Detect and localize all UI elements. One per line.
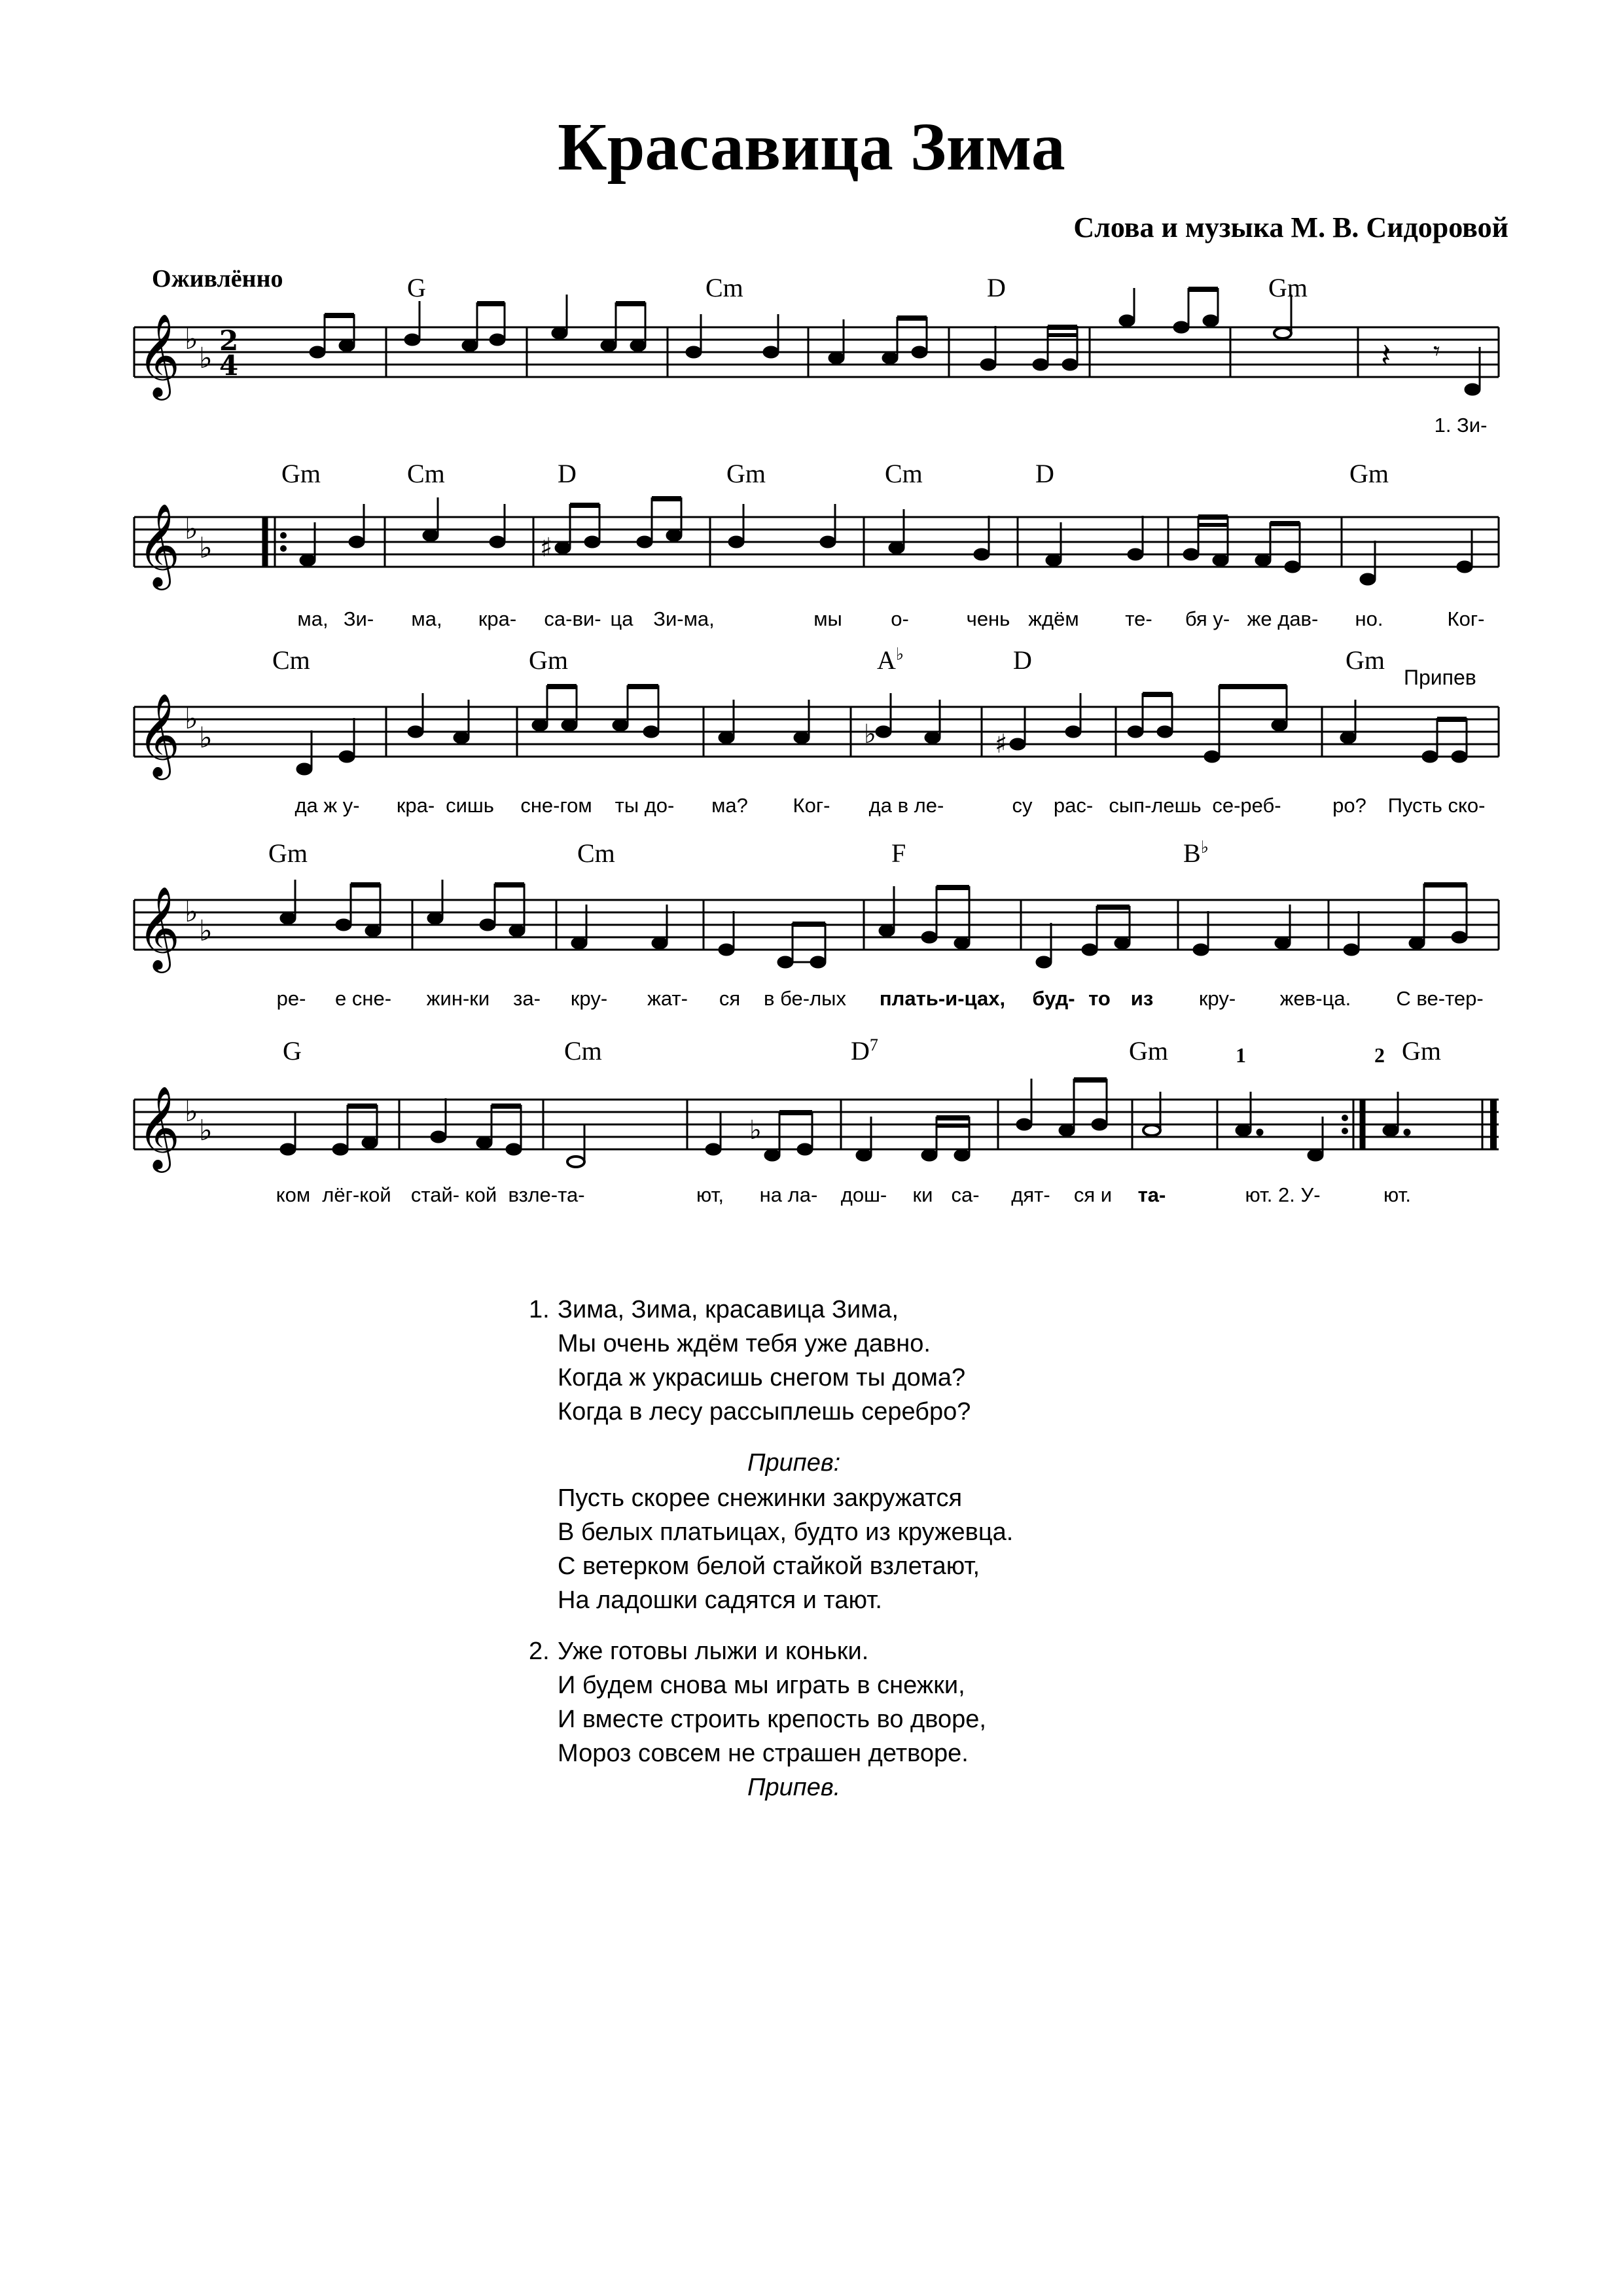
lyric-line: Когда ж украсишь снегом ты дома?: [558, 1364, 966, 1391]
lyric-syllable: буд-: [1032, 987, 1075, 1010]
lyric-syllable: се-реб-: [1212, 794, 1281, 817]
flat-icon: ♭: [185, 1095, 198, 1128]
treble-clef-icon: 𝄞: [137, 503, 181, 586]
chord-symbol: Gm: [1402, 1036, 1441, 1066]
lyric-syllable: ца: [610, 607, 633, 630]
music-staff: [0, 268, 1623, 432]
lyric-syllable: да в ле-: [868, 794, 944, 817]
first-ending-label: 1: [1236, 1043, 1246, 1067]
lyric-line: На ладошки садятся и тают.: [558, 1587, 882, 1614]
second-ending-label: 2: [1374, 1043, 1385, 1067]
lyric-syllable: кра-: [396, 794, 435, 817]
chord-symbol: D: [1035, 459, 1054, 488]
lyric-syllable: но.: [1355, 607, 1383, 630]
time-signature-icon: 2: [219, 325, 239, 357]
lyric-line: И вместе строить крепость во дворе,: [558, 1706, 986, 1733]
flat-icon: ♭: [199, 342, 213, 375]
lyric-line: Уже готовы лыжи и коньки.: [558, 1638, 869, 1665]
lyric-syllable: плать-и-цах,: [879, 987, 1006, 1010]
verse-1: [529, 1293, 1343, 1429]
lyric-syllable: ком: [276, 1183, 311, 1206]
flat-icon: ♭: [895, 645, 904, 664]
lyric-syllable: ждём: [1028, 607, 1079, 630]
chord-symbol: Gm: [1349, 459, 1389, 488]
sharp-icon: ♯: [995, 729, 1008, 759]
lyric-line: И будем снова мы играть в снежки,: [558, 1672, 965, 1699]
flat-icon: ♭: [1200, 838, 1209, 857]
staff-system-5: [0, 1028, 1623, 1224]
notes-group: [310, 288, 1480, 395]
lyric-syllable: же дав-: [1247, 607, 1319, 630]
treble-clef-icon: 𝄞: [137, 1085, 181, 1169]
chord-symbol: Cm: [272, 645, 310, 675]
lyrics-text-block: [529, 1293, 1343, 1821]
lyric-syllable: ты до-: [615, 794, 675, 817]
flat-icon: ♭: [199, 721, 213, 755]
chord-symbol: Gm: [726, 459, 766, 488]
lyric-syllable: ре-: [276, 987, 306, 1010]
refrain: [558, 1446, 1343, 1617]
sharp-icon: ♯: [540, 533, 553, 563]
chord-symbol: B♭: [1183, 838, 1209, 868]
refrain-reference: Припев.: [747, 1774, 841, 1801]
lyric-line: Мороз совсем не страшен детворе.: [558, 1740, 969, 1767]
refrain-title: Припев:: [747, 1449, 841, 1477]
verse-number: 1.: [529, 1296, 550, 1323]
lyric-syllable: е сне-: [334, 987, 392, 1010]
flat-icon: ♭: [199, 1114, 213, 1147]
staff-system-2: [0, 458, 1623, 635]
time-signature-icon: 4: [219, 350, 239, 382]
song-credits: Слова и музыка М. В. Сидоровой: [1073, 211, 1508, 243]
lyric-syllable: ма,: [411, 607, 442, 630]
lyric-syllable: ся: [719, 987, 741, 1010]
treble-clef-icon: 𝄞: [137, 313, 181, 397]
treble-clef-icon: 𝄞: [137, 692, 181, 776]
flat-icon: ♭: [864, 719, 876, 749]
lyric-syllable: ют. 2. У-: [1245, 1183, 1321, 1206]
lyric-syllable: Зи-: [343, 607, 374, 630]
chord-symbol: D: [1013, 645, 1032, 675]
lyric-syllable: са-: [951, 1183, 980, 1206]
notes-group: [281, 880, 1467, 967]
lyric-syllable: ма?: [711, 794, 748, 817]
lyric-syllable: из: [1130, 987, 1154, 1010]
staff-system-3: [0, 645, 1623, 821]
lyric-syllable: кой: [465, 1183, 497, 1206]
lyric-syllable: сып-лешь: [1109, 794, 1202, 817]
lyric-syllable: то: [1088, 987, 1111, 1010]
lyric-syllable: кра-: [478, 607, 517, 630]
chord-symbol: G: [283, 1036, 302, 1066]
lyric-line: В белых платьицах, будто из кружевца.: [558, 1518, 1014, 1546]
lyric-syllable: лёг-кой: [322, 1183, 391, 1206]
chord-symbol: $D^7$: [851, 1035, 878, 1066]
tempo-marking: Оживлённо: [152, 265, 283, 293]
lyric-syllable: Зи-ма,: [653, 607, 715, 630]
lyric-syllable: на ла-: [759, 1183, 818, 1206]
lyric-syllable: ют,: [696, 1183, 724, 1206]
staff-system-4: [0, 838, 1623, 1014]
lyric-syllable: мы: [813, 607, 842, 630]
flat-icon: ♭: [185, 702, 198, 736]
lyric-syllable: в бе-лых: [764, 987, 846, 1010]
treble-clef-icon: 𝄞: [137, 886, 181, 969]
chord-symbol: Gm: [268, 838, 308, 868]
lyric-syllable: сишь: [446, 794, 494, 817]
lyric-syllable: ро?: [1332, 794, 1366, 817]
flat-icon: ♭: [749, 1115, 762, 1145]
verse-number: 2.: [529, 1638, 550, 1665]
lyric-syllable: ма,: [297, 607, 329, 630]
lyric-line: Мы очень ждём тебя уже давно.: [558, 1330, 931, 1357]
lyric-syllable: 1. Зи-: [1434, 414, 1488, 437]
chord-symbol: Cm: [564, 1036, 602, 1066]
chord-symbol: D: [558, 459, 577, 488]
lyric-syllable: ют.: [1383, 1183, 1411, 1206]
lyric-syllable: о-: [891, 607, 909, 630]
chord-symbol: Gm: [1129, 1036, 1168, 1066]
chord-symbol: Cm: [885, 459, 923, 488]
lyric-syllable: кру-: [570, 987, 608, 1010]
notes-group: [281, 1079, 1410, 1167]
rest-icon: 𝄾: [1433, 336, 1440, 367]
verse-2: [529, 1634, 1343, 1804]
chord-symbol: Cm: [577, 838, 615, 868]
notes-group: [297, 685, 1467, 774]
lyric-syllable: С ве-тер-: [1396, 987, 1484, 1010]
lyric-syllable: чень: [966, 607, 1010, 630]
lyric-syllable: ки: [912, 1183, 933, 1206]
flat-icon: ♭: [185, 895, 198, 929]
lyric-syllable: та-: [1137, 1183, 1166, 1206]
chord-extension: 7: [869, 1035, 878, 1054]
lyric-syllable: дош-: [840, 1183, 887, 1206]
lyric-syllable: су: [1012, 794, 1033, 817]
lyric-syllable: стай-: [410, 1183, 460, 1206]
chord-symbol: A♭: [877, 645, 904, 675]
lyric-syllable: да ж у-: [294, 794, 360, 817]
lyric-line: Когда в лесу рассыплешь серебро?: [558, 1398, 971, 1426]
lyric-syllable: ся и: [1073, 1183, 1113, 1206]
chord-symbol: Cm: [705, 273, 743, 302]
lyric-syllable: кру-: [1198, 987, 1236, 1010]
lyric-line: С ветерком белой стайкой взлетают,: [558, 1552, 980, 1580]
lyric-line: Зима, Зима, красавица Зима,: [558, 1296, 899, 1323]
lyric-syllable: Пусть ско-: [1387, 794, 1486, 817]
flat-icon: ♭: [185, 512, 198, 546]
lyric-syllable: те-: [1125, 607, 1152, 630]
chord-symbol: G: [407, 273, 426, 302]
lyric-syllable: Ког-: [1447, 607, 1485, 630]
rest-icon: 𝄽: [1381, 336, 1391, 374]
lyric-syllable: Ког-: [793, 794, 830, 817]
lyric-syllable: жев-ца.: [1279, 987, 1351, 1010]
lyric-syllable: жин-ки: [426, 987, 490, 1010]
lyric-syllable: са-ви-: [544, 607, 601, 630]
chord-symbol: Gm: [281, 459, 321, 488]
staff-system-1: [0, 268, 1623, 437]
lyric-syllable: бя у-: [1185, 607, 1230, 630]
song-title: Красавица Зима: [558, 109, 1065, 185]
chord-symbol: F: [891, 838, 906, 868]
lyric-line: Пусть скорее снежинки закружатся: [558, 1484, 963, 1512]
chord-symbol: Gm: [1346, 645, 1385, 675]
lyric-syllable: сне-гом: [520, 794, 592, 817]
lyric-syllable: жат-: [647, 987, 688, 1010]
lyric-syllable: рас-: [1053, 794, 1094, 817]
chord-symbol: Gm: [1268, 273, 1308, 302]
flat-icon: ♭: [199, 531, 213, 565]
lyric-syllable: дят-: [1011, 1183, 1050, 1206]
flat-icon: ♭: [199, 914, 213, 948]
lyric-syllable: за-: [513, 987, 541, 1010]
lyric-syllable: взле-та-: [508, 1183, 585, 1206]
refrain-marker: Припев: [1404, 666, 1476, 689]
flat-icon: ♭: [185, 323, 198, 356]
chord-symbol: Gm: [529, 645, 568, 675]
chord-symbol: Cm: [407, 459, 445, 488]
chord-symbol: D: [987, 273, 1006, 302]
